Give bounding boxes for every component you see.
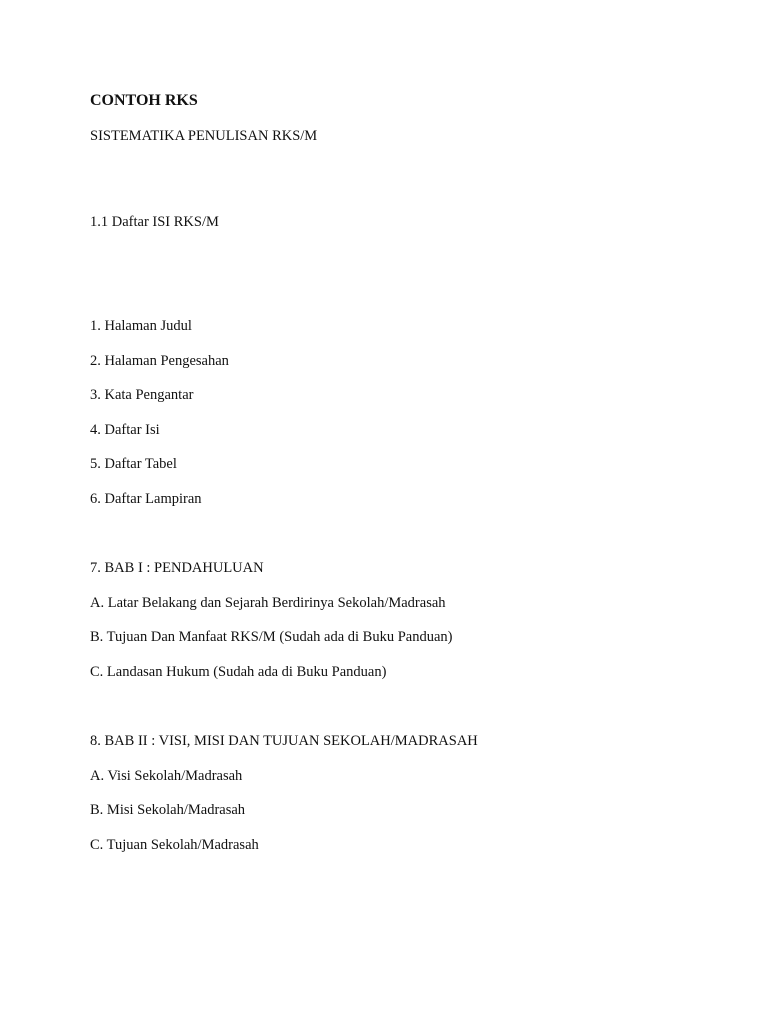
bab1-heading: 7. BAB I : PENDAHULUAN xyxy=(90,560,264,576)
list-item: C. Landasan Hukum (Sudah ada di Buku Panduan) xyxy=(90,664,387,680)
list-item: 2. Halaman Pengesahan xyxy=(90,353,229,369)
list-item: 6. Daftar Lampiran xyxy=(90,491,202,507)
list-item: 1. Halaman Judul xyxy=(90,318,192,334)
bab2-heading: 8. BAB II : VISI, MISI DAN TUJUAN SEKOLAH/MADRASAH xyxy=(90,733,478,749)
list-item: A. Visi Sekolah/Madrasah xyxy=(90,768,243,784)
list-item: C. Tujuan Sekolah/Madrasah xyxy=(90,837,259,853)
list-item: 4. Daftar Isi xyxy=(90,422,160,438)
list-item: 5. Daftar Tabel xyxy=(90,456,177,472)
list-item: A. Latar Belakang dan Sejarah Berdirinya Sekolah/Madrasah xyxy=(90,595,446,611)
list-item: B. Misi Sekolah/Madrasah xyxy=(90,802,246,818)
section-heading: 1.1 Daftar ISI RKS/M xyxy=(90,214,219,230)
list-item: B. Tujuan Dan Manfaat RKS/M (Sudah ada di Buku Panduan) xyxy=(90,629,453,645)
list-item: 3. Kata Pengantar xyxy=(90,387,194,403)
document-title: CONTOH RKS xyxy=(90,92,198,109)
document-subtitle: SISTEMATIKA PENULISAN RKS/M xyxy=(90,128,318,144)
